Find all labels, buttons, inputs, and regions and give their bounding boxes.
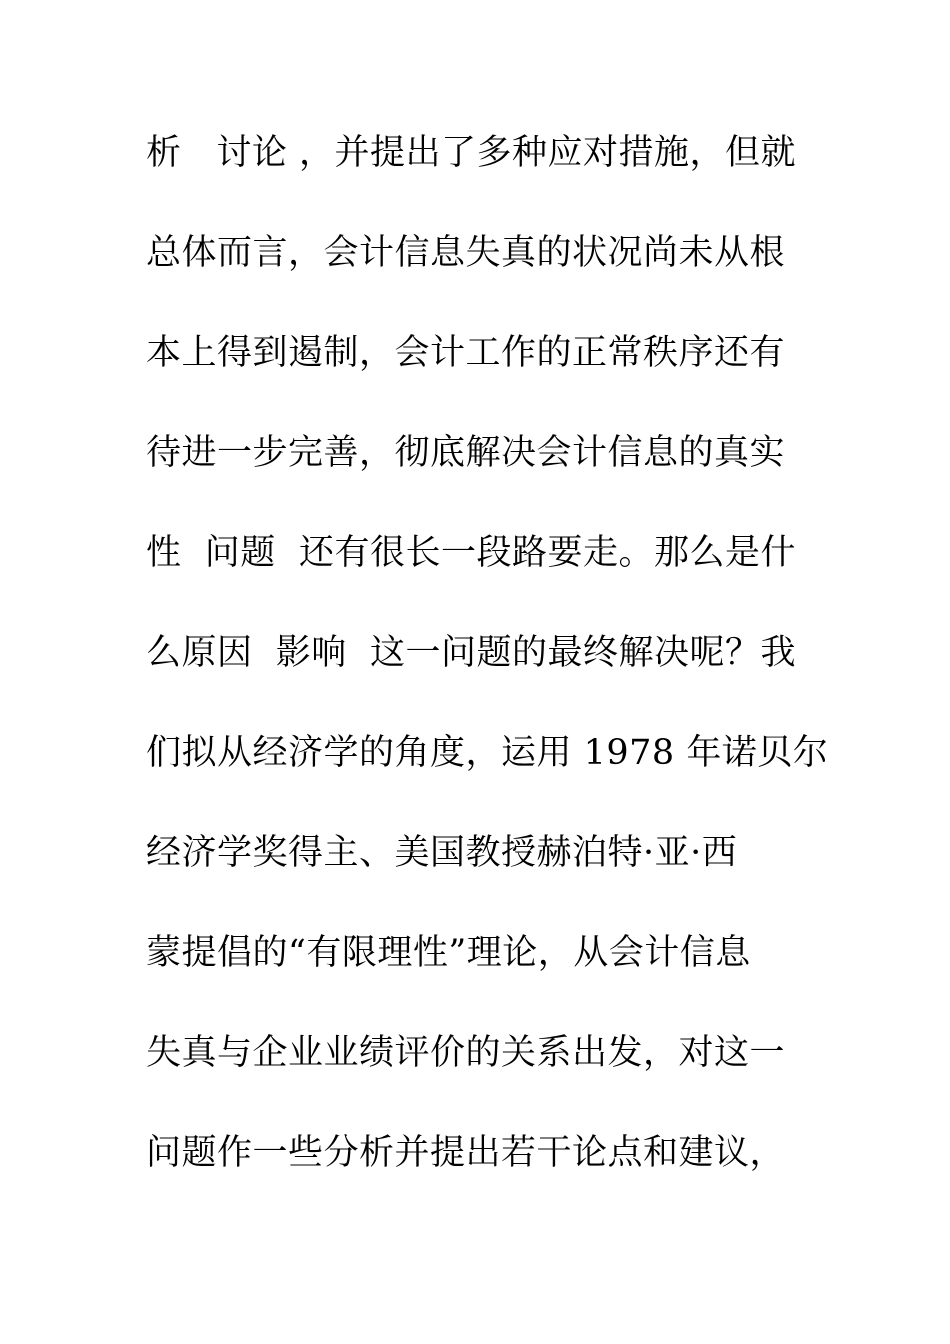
body-text (146, 122, 866, 1222)
text-line: 问题作一些分析并提出若干论点和建议， (146, 1133, 786, 1173)
text-line: 么原因 影响 这一问题的最终解决呢？我 (146, 633, 797, 673)
text-line: 本上得到遏制，会计工作的正常秩序还有 (146, 333, 786, 373)
text-line: 失真与企业业绩评价的关系出发，对这一 (146, 1033, 786, 1073)
text-line: 蒙提倡的“有限理性”理论，从会计信息 (146, 933, 751, 973)
text-line: 析 讨论 ，并提出了多种应对措施，但就 (146, 133, 797, 173)
text-line: 经济学奖得主、美国教授赫泊特·亚·西 (146, 833, 738, 873)
text-line: 待进一步完善，彻底解决会计信息的真实 (146, 433, 786, 473)
text-line: 们拟从经济学的角度，运用 1978 年诺贝尔 (146, 733, 829, 773)
text-line: 总体而言，会计信息失真的状况尚未从根 (146, 233, 786, 273)
text-line: 性 问题 还有很长一段路要走。那么是什 (146, 533, 797, 573)
